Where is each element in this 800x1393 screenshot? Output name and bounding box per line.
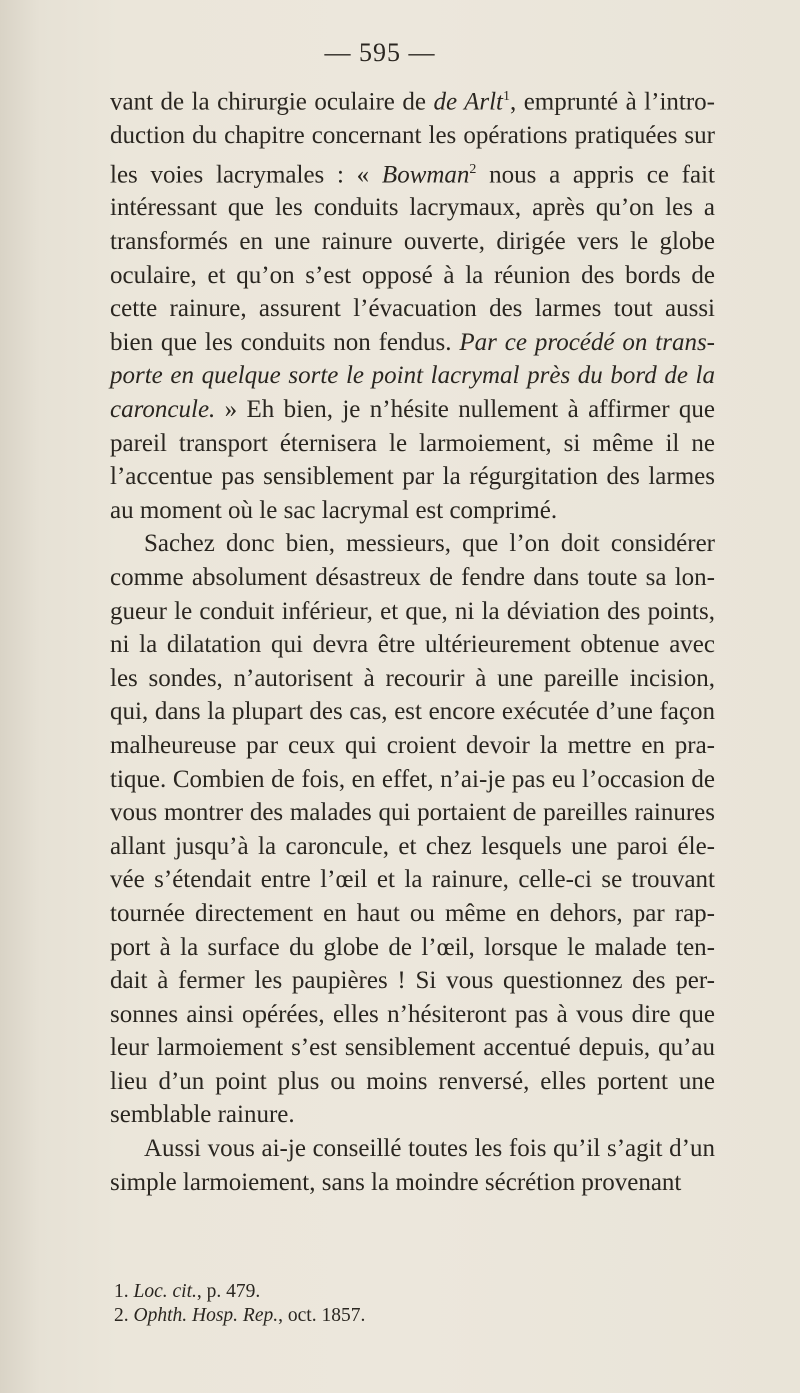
footnote-2-source: Ophth. Hosp. Rep.: [133, 1305, 279, 1326]
page-number-header: — 595 —: [324, 38, 436, 67]
footnote-1: [110, 1280, 715, 1304]
p1-italic-quote: Par ce procédé on trans-porte en quelque sorte le point lacrymal près du bord de la caroncule.: [110, 328, 715, 423]
paragraph-2: Sachez donc bien, messieurs, que l’on doit considérer comme absolument désastreux de fendre dans toute sa lon-gueur le conduit inférieur, et que, ni la déviation des points, ni la dilatation qui devra être ultérieurement obtenue avec les sondes, n’autorisent à recourir à une pareille incision, qui, dans la plupart des cas, est encore exécutée d’une façon malheureuse par ceux qui croient devoir la mettre en pra-tique. Combien de fois, en effet, n’ai-je pas eu l’occasion de vous montrer des malades qui portaient de pareilles rainures allant jusqu’à la caroncule, et chez lesquels une paroi éle-vée s’étendait entre l’œil et la rainure, celle-ci se trouvant tournée directement en haut ou même en dehors, par rap-port à la surface du globe de l’œil, lorsque le malade ten-dait à fermer les paupières ! Si vous questionnez des per-sonnes ainsi opérées, elles n’hésiteront pas à vous dire que leur larmoiement s’est sensiblement accentué depuis, qu’au lieu d’un point plus ou moins renversé, elles portent une semblable rainure.: [110, 530, 715, 1129]
footnote-1-rest: , p. 479.: [196, 1281, 261, 1302]
footnote-ref-1: 1: [502, 89, 510, 104]
p1-author-arlt: de Arlt: [433, 88, 503, 116]
p1-text-b: , emprunté à l’intro-duction du chapitre concernant les opérations pratiquées sur les voies lacrymales : «: [110, 88, 715, 188]
p1-text-a: vant de la chirurgie oculaire de: [110, 88, 434, 116]
p1-text-c: nous a appris ce fait intéressant que les conduits lacrymaux, après qu’on les a transformés en une rainure ouverte, dirigée vers le globe oculaire, et qu’on s’est opposé à la réunion des bords de cette rainure, assurent l’évacuation des larmes tout aussi bien que les conduits non fendus.: [110, 160, 715, 356]
paragraph-3: Aussi vous ai-je conseillé toutes les fois qu’il s’agit d’un simple larmoiement, sans la moindre sécrétion provenant: [110, 1135, 715, 1196]
p1-author-bowman: Bowman: [381, 160, 470, 188]
footnote-2-rest: , oct. 1857.: [278, 1305, 366, 1326]
body-text: [110, 80, 715, 1199]
footnote-2: [110, 1304, 715, 1328]
footnote-ref-2: 2: [469, 161, 477, 177]
footnotes: [110, 1280, 715, 1328]
footnote-1-source: Loc. cit.: [133, 1281, 197, 1302]
footnote-1-num: 1.: [114, 1281, 129, 1302]
p1-text-d: » Eh bien, je n’hésite nullement à affirmer que pareil transport éternisera le larmoiement, si même il ne l’accentue pas sensiblement par la régurgitation des larmes au moment où le sac lacrymal est comprimé.: [110, 396, 715, 524]
footnote-2-num: 2.: [114, 1305, 129, 1326]
paragraph-1: [110, 80, 715, 527]
